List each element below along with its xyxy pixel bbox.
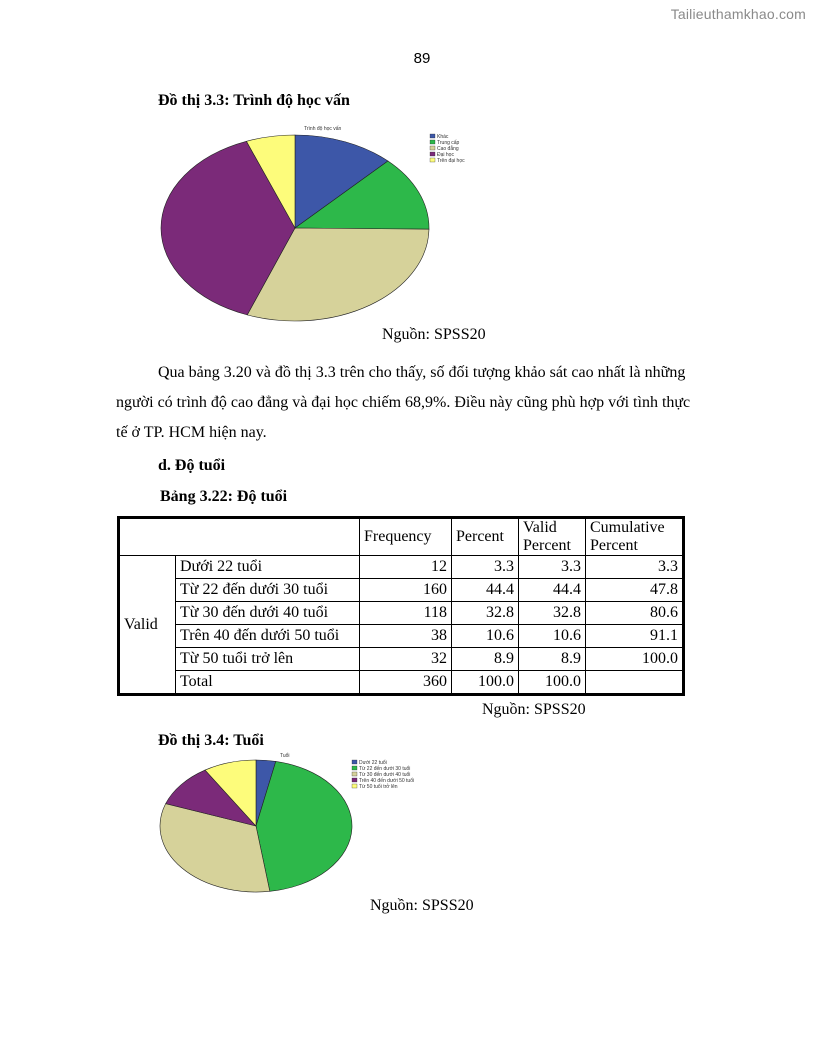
row-label: Từ 22 đến dưới 30 tuổi — [176, 579, 360, 602]
table-row — [120, 648, 683, 671]
legend-label: Trên 40 đến dưới 50 tuổi — [359, 778, 415, 784]
table-header-row — [120, 519, 683, 556]
table-row — [120, 602, 683, 625]
percent-cell: 8.9 — [452, 648, 519, 671]
page-number: 89 — [413, 50, 431, 67]
pie-chart-age — [150, 748, 420, 898]
header-cell: Cumulative Percent — [586, 519, 683, 556]
header-cell: Valid Percent — [519, 519, 586, 556]
chart-caption: Đồ thị 3.4: Tuổi — [158, 732, 264, 749]
group-label-cell: Valid — [120, 556, 176, 694]
pie-slice — [256, 761, 352, 891]
cumulative-percent-cell: 91.1 — [586, 625, 683, 648]
legend-label: Từ 22 đến dưới 30 tuổi — [359, 766, 411, 772]
percent-cell: 44.4 — [452, 579, 519, 602]
legend-label: Cao đẳng — [437, 146, 459, 152]
row-label: Từ 50 tuổi trở lên — [176, 648, 360, 671]
percent-cell: 3.3 — [452, 556, 519, 579]
cumulative-percent-cell: 80.6 — [586, 602, 683, 625]
valid-percent-cell: 3.3 — [519, 556, 586, 579]
paragraph-line: tế ở TP. HCM hiện nay. — [116, 424, 267, 441]
frequency-cell: 118 — [360, 602, 452, 625]
pie-chart-education — [150, 118, 490, 328]
paragraph-line: Qua bảng 3.20 và đồ thị 3.3 trên cho thấy, số đối tượng khảo sát cao nhất là những — [158, 364, 686, 381]
legend-label: Khác — [437, 134, 449, 140]
row-label: Total — [176, 671, 360, 694]
chart-source: Nguồn: SPSS20 — [382, 326, 486, 343]
legend-label: Đại học — [437, 152, 454, 158]
legend-swatch — [352, 772, 357, 776]
legend-label: Dưới 22 tuổi — [359, 760, 387, 766]
header-empty-cell — [120, 519, 360, 556]
valid-percent-cell: 100.0 — [519, 671, 586, 694]
valid-percent-cell: 44.4 — [519, 579, 586, 602]
legend-swatch — [430, 134, 435, 138]
percent-cell: 32.8 — [452, 602, 519, 625]
frequency-cell: 38 — [360, 625, 452, 648]
percent-cell: 100.0 — [452, 671, 519, 694]
legend-label: Từ 50 tuổi trở lên — [359, 784, 398, 790]
table-row — [120, 625, 683, 648]
cumulative-percent-cell — [586, 671, 683, 694]
pie-slices — [160, 760, 352, 892]
pie-slices — [161, 135, 429, 321]
legend-label: Từ 30 đến dưới 40 tuổi — [359, 772, 411, 778]
frequency-cell: 32 — [360, 648, 452, 671]
cumulative-percent-cell: 100.0 — [586, 648, 683, 671]
legend-swatch — [352, 784, 357, 788]
chart-title: Trình độ học vấn — [304, 126, 342, 132]
percent-cell: 10.6 — [452, 625, 519, 648]
legend-swatch — [430, 158, 435, 162]
frequency-cell: 12 — [360, 556, 452, 579]
valid-percent-cell: 10.6 — [519, 625, 586, 648]
table-row — [120, 579, 683, 602]
table-source: Nguồn: SPSS20 — [482, 701, 586, 718]
legend-label: Trên đại học — [437, 158, 465, 164]
cumulative-percent-cell: 3.3 — [586, 556, 683, 579]
chart-legend — [430, 134, 465, 164]
header-cell: Percent — [452, 519, 519, 556]
legend-label: Trung cấp — [437, 140, 460, 146]
legend-swatch — [352, 778, 357, 782]
frequency-cell: 360 — [360, 671, 452, 694]
chart-legend — [352, 759, 414, 790]
row-label: Từ 30 đến dưới 40 tuổi — [176, 602, 360, 625]
legend-swatch — [430, 152, 435, 156]
row-label: Dưới 22 tuổi — [176, 556, 360, 579]
legend-swatch — [430, 146, 435, 150]
chart-title: Tuổi — [280, 753, 290, 759]
table-row — [120, 556, 683, 579]
frequency-cell: 160 — [360, 579, 452, 602]
valid-percent-cell: 32.8 — [519, 602, 586, 625]
table-caption: Bảng 3.22: Độ tuổi — [160, 488, 288, 505]
legend-swatch — [352, 760, 357, 764]
cumulative-percent-cell: 47.8 — [586, 579, 683, 602]
header-cell: Frequency — [360, 519, 452, 556]
table-row — [120, 671, 683, 694]
paragraph-line: người có trình độ cao đẳng và đại học chiếm 68,9%. Điều này cũng phù hợp với tình thực — [116, 394, 691, 411]
chart-caption: Đồ thị 3.3: Trình độ học vấn — [158, 92, 350, 109]
legend-swatch — [352, 766, 357, 770]
chart-source: Nguồn: SPSS20 — [370, 897, 474, 914]
valid-percent-cell: 8.9 — [519, 648, 586, 671]
watermark: Tailieuthamkhao.com — [670, 6, 806, 22]
legend-swatch — [430, 140, 435, 144]
age-table — [117, 516, 685, 696]
row-label: Trên 40 đến dưới 50 tuổi — [176, 625, 360, 648]
section-heading: d. Độ tuổi — [158, 457, 226, 474]
